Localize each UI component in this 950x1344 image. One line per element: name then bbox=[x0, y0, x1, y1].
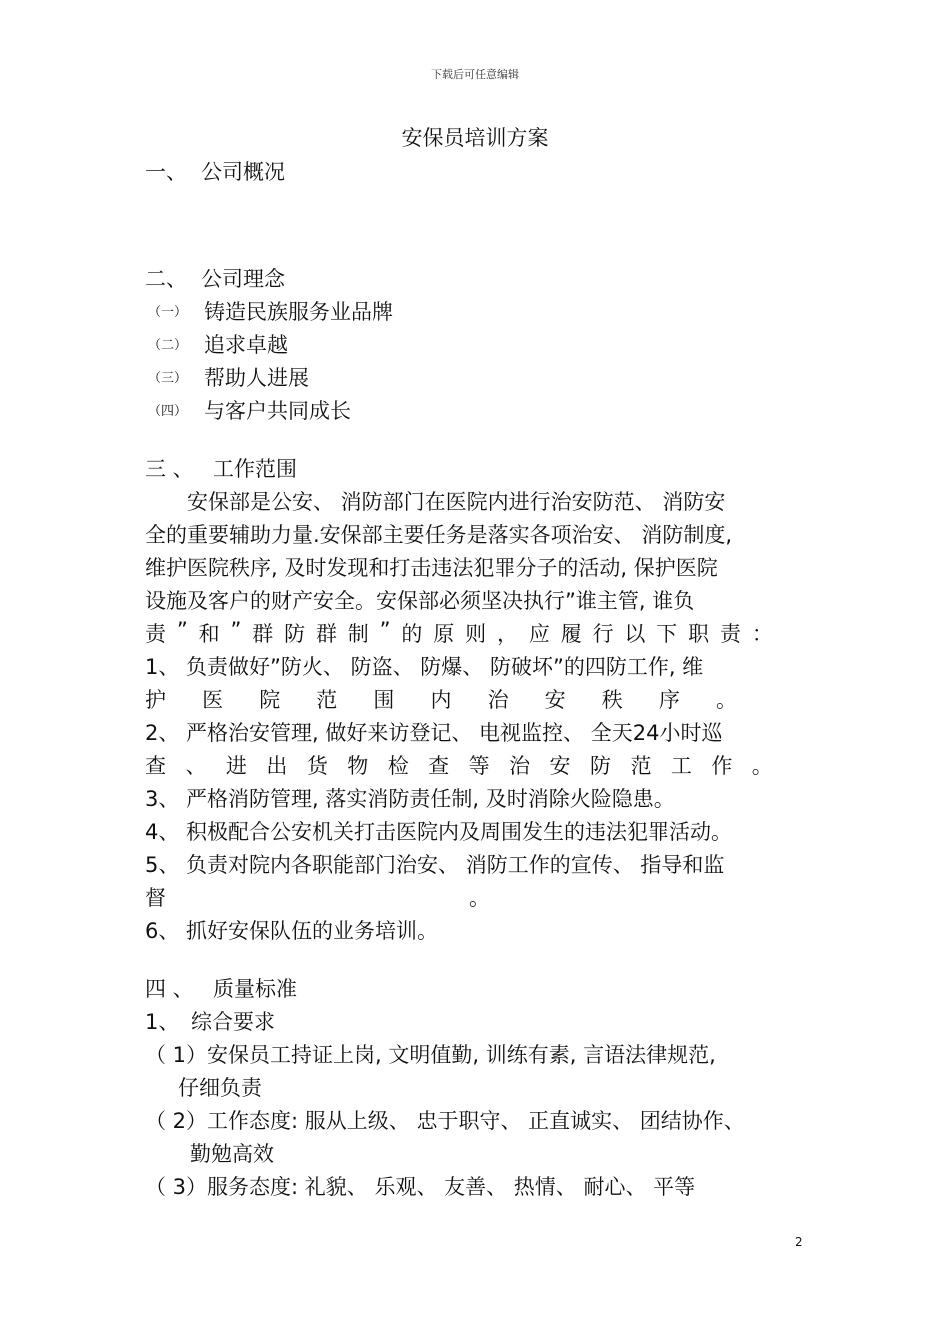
glyph: 范 bbox=[630, 754, 652, 778]
concept-item bbox=[148, 362, 309, 392]
duty-2-line-1: 2、 严格治安管理, 做好来访登记、 电视监控、 全天24小时巡 bbox=[145, 721, 723, 745]
concept-text: 追求卓越 bbox=[204, 333, 288, 357]
duty-4: 4、 积极配合公安机关打击医院内及周围发生的违法犯罪活动。 bbox=[145, 820, 733, 844]
scope-line: 全的重要辅助力量.安保部主要任务是落实各项治安、 消防制度, bbox=[145, 523, 733, 547]
glyph: 防 bbox=[284, 622, 306, 646]
glyph: 群 bbox=[315, 622, 337, 646]
glyph: 检 bbox=[387, 754, 409, 778]
scope-line: 维护医院秩序, 及时发现和打击违法犯罪分子的活动, 保护医院 bbox=[145, 556, 718, 580]
glyph: 下 bbox=[656, 622, 678, 646]
duty-5-text: 督 bbox=[145, 886, 166, 910]
requirement-1-line-2: 仔细负责 bbox=[178, 1076, 262, 1100]
scope-line-justified bbox=[145, 618, 773, 648]
duty-5-period: 。 bbox=[469, 886, 490, 910]
section-2-title: 公司理念 bbox=[201, 267, 285, 291]
glyph: 围 bbox=[373, 688, 395, 712]
concept-text: 与客户共同成长 bbox=[204, 399, 351, 423]
duty-1-line-2 bbox=[145, 684, 737, 714]
requirement-2-line-1: （ 2）工作态度: 服从上级、 忠于职守、 正直诚实、 团结协作、 bbox=[145, 1109, 745, 1133]
section-4-title: 质量标准 bbox=[213, 977, 297, 1001]
glyph: 查 bbox=[428, 754, 450, 778]
duty-2-line-2 bbox=[145, 750, 773, 780]
glyph: 范 bbox=[316, 688, 338, 712]
glyph: ” bbox=[230, 618, 242, 642]
duty-1-line-1: 1、 负责做好”防火、 防盗、 防爆、 防破坏”的四防工作, 维 bbox=[145, 655, 704, 679]
glyph: 职 bbox=[688, 622, 710, 646]
glyph: ， bbox=[496, 622, 518, 646]
glyph: 履 bbox=[560, 622, 582, 646]
glyph: 物 bbox=[347, 754, 369, 778]
concept-marker: （三） bbox=[148, 371, 188, 386]
glyph: 货 bbox=[306, 754, 328, 778]
glyph: 、 bbox=[185, 754, 207, 778]
glyph: 群 bbox=[252, 622, 274, 646]
document-title: 安保员培训方案 bbox=[401, 126, 549, 150]
glyph: ” bbox=[176, 618, 188, 642]
glyph: 治 bbox=[487, 688, 509, 712]
scope-line: 安保部是公安、 消防部门在医院内进行治安防范、 消防安 bbox=[145, 490, 726, 514]
section-2-heading bbox=[145, 263, 285, 293]
section-3-title: 工作范围 bbox=[213, 457, 297, 481]
section-1-number: 一、 bbox=[145, 160, 187, 184]
subsection-1-number: 1、 bbox=[145, 1010, 180, 1034]
concept-text: 帮助人进展 bbox=[204, 366, 309, 390]
section-1-heading bbox=[145, 156, 285, 186]
glyph: 。 bbox=[751, 754, 773, 778]
glyph: 治 bbox=[509, 754, 531, 778]
page-number: 2 bbox=[795, 1235, 803, 1249]
section-3-number: 三 、 bbox=[145, 457, 194, 481]
glyph: 。 bbox=[715, 688, 737, 712]
glyph: 和 bbox=[198, 622, 220, 646]
glyph: 原 bbox=[433, 622, 455, 646]
glyph: 应 bbox=[528, 622, 550, 646]
glyph: 出 bbox=[266, 754, 288, 778]
duty-5-line-1: 5、 负责对院内各职能部门治安、 消防工作的宣传、 指导和监 bbox=[145, 853, 725, 877]
concept-marker: （二） bbox=[148, 338, 188, 353]
glyph: 序 bbox=[658, 688, 680, 712]
requirement-1-line-1: （ 1）安保员工持证上岗, 文明值勤, 训练有素, 言语法律规范, bbox=[145, 1043, 716, 1067]
glyph: 以 bbox=[624, 622, 646, 646]
glyph: 医 bbox=[202, 688, 224, 712]
section-2-number: 二、 bbox=[145, 267, 187, 291]
requirement-2-line-2: 勤勉高效 bbox=[190, 1142, 274, 1166]
glyph: 查 bbox=[145, 754, 166, 778]
glyph: 进 bbox=[225, 754, 247, 778]
glyph: ” bbox=[379, 618, 391, 642]
glyph: 安 bbox=[549, 754, 571, 778]
glyph: 责 bbox=[720, 622, 741, 646]
concept-marker: （四） bbox=[148, 404, 188, 419]
scope-line: 设施及客户的财产安全。安保部必须坚决执行”谁主管, 谁负 bbox=[145, 589, 695, 613]
glyph: 安 bbox=[544, 688, 566, 712]
concept-marker: （一） bbox=[148, 305, 188, 320]
duty-3: 3、 严格消防管理, 落实消防责任制, 及时消除火险隐患。 bbox=[145, 787, 675, 811]
concept-item bbox=[148, 395, 351, 425]
subsection-1-heading bbox=[145, 1006, 275, 1036]
glyph: 的 bbox=[401, 622, 423, 646]
section-4-heading bbox=[145, 973, 297, 1003]
glyph: 行 bbox=[592, 622, 614, 646]
glyph: 防 bbox=[589, 754, 611, 778]
requirement-3-line-1: （ 3）服务态度: 礼貌、 乐观、 友善、 热情、 耐心、 平等 bbox=[145, 1175, 696, 1199]
glyph: 责 bbox=[145, 622, 166, 646]
concept-text: 铸造民族服务业品牌 bbox=[204, 300, 393, 324]
concept-item bbox=[148, 296, 393, 326]
glyph: 秩 bbox=[601, 688, 623, 712]
duty-6: 6、 抓好安保队伍的业务培训。 bbox=[145, 919, 439, 943]
glyph: 制 bbox=[347, 622, 369, 646]
header-note: 下载后可任意编辑 bbox=[431, 68, 519, 81]
section-4-number: 四 、 bbox=[145, 977, 194, 1001]
subsection-1-title: 综合要求 bbox=[191, 1010, 275, 1034]
section-1-title: 公司概况 bbox=[201, 160, 285, 184]
glyph: 工 bbox=[670, 754, 692, 778]
glyph: 护 bbox=[145, 688, 166, 712]
glyph: 院 bbox=[259, 688, 281, 712]
concept-item bbox=[148, 329, 288, 359]
glyph: 等 bbox=[468, 754, 490, 778]
section-3-heading bbox=[145, 453, 297, 483]
glyph: 则 bbox=[465, 622, 487, 646]
glyph: 内 bbox=[430, 688, 452, 712]
duty-5-line-2 bbox=[145, 882, 807, 912]
glyph: 作 bbox=[711, 754, 733, 778]
glyph: ： bbox=[751, 622, 773, 646]
